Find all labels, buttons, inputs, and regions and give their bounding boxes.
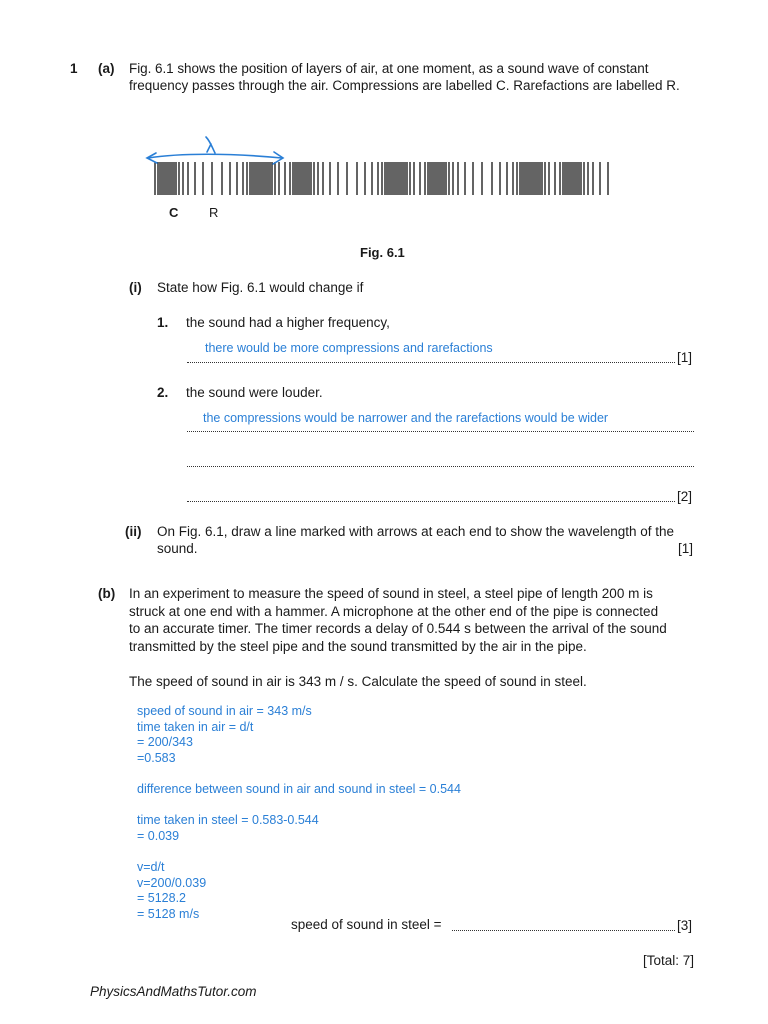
wavelength-annotation [147, 137, 283, 164]
working-line: =0.583 [137, 750, 176, 765]
total-marks: [Total: 7] [643, 953, 695, 968]
footer-site-name: PhysicsAndMathsTutor.com [90, 984, 257, 999]
sub-ii-marks: [1] [678, 541, 694, 556]
working-line: v=200/0.039 [137, 875, 207, 890]
sub-i-label: (i) [129, 280, 142, 295]
working-line: time taken in steel = 0.583-0.544 [137, 813, 319, 828]
working-line: = 200/343 [137, 735, 193, 750]
question-number: 1 [70, 61, 78, 76]
part-a-label: (a) [98, 61, 115, 76]
sub-ii-line-2: sound. [157, 541, 198, 556]
part-b-prompt: The speed of sound in air is 343 m / s. Calculate the speed of sound in steel. [129, 674, 587, 689]
part-b-line-3: to an accurate timer. The timer records a delay of 0.544 s between the arrival of the sound [129, 621, 667, 636]
sub-i-text: State how Fig. 6.1 would change if [157, 280, 364, 295]
air-layer-lines [155, 162, 608, 195]
item-1-marks: [1] [677, 350, 693, 365]
part-b-line-2: struck at one end with a hammer. A microphone at the other end of the pipe is connected [129, 604, 659, 619]
part-b-line-1: In an experiment to measure the speed of sound in steel, a steel pipe of length 200 m is [129, 586, 653, 601]
working-line: = 5128 m/s [137, 906, 200, 921]
item-1-number: 1. [157, 315, 169, 330]
item-2-answer-line-1 [187, 430, 694, 432]
item-1-answer: there would be more compressions and rarefactions [205, 341, 493, 355]
sub-ii-line-1: On Fig. 6.1, draw a line marked with arrows at each end to show the wavelength of the [157, 524, 675, 539]
answer-line [452, 929, 675, 931]
sub-ii-label: (ii) [125, 524, 142, 539]
item-2-answer-line-2 [187, 465, 694, 467]
figure-caption: Fig. 6.1 [360, 245, 405, 260]
part-b-line-4: transmitted by the steel pipe and the sound transmitted by the air in the pipe. [129, 639, 587, 654]
wave-figure [140, 125, 620, 200]
item-2-text: the sound were louder. [186, 385, 323, 400]
answer-label: speed of sound in steel = [291, 917, 442, 932]
item-1-text: the sound had a higher frequency, [186, 315, 390, 330]
working-line: speed of sound in air = 343 m/s [137, 704, 312, 718]
item-2-number: 2. [157, 385, 169, 400]
answer-marks: [3] [677, 918, 693, 933]
wavelength-line [148, 154, 282, 158]
working-line: = 5128.2 [137, 891, 187, 906]
intro-line-2: frequency passes through the air. Compressions are labelled C. Rarefactions are labelled R. [129, 78, 680, 93]
working-line: v=d/t [137, 860, 165, 874]
working-line: difference between sound in air and sound in steel = 0.544 [137, 782, 461, 796]
item-2-answer: the compressions would be narrower and the rarefactions would be wider [203, 411, 609, 425]
label-compression: C [169, 205, 179, 220]
intro-line-1: Fig. 6.1 shows the position of layers of air, at one moment, as a sound wave of constant [129, 61, 649, 76]
lambda-symbol [206, 137, 215, 153]
item-1-answer-line [187, 361, 675, 363]
part-b-label: (b) [98, 586, 116, 601]
working-line: time taken in air = d/t [137, 719, 254, 734]
item-2-marks: [2] [677, 489, 693, 504]
item-2-answer-line-3 [187, 500, 675, 502]
working-line: = 0.039 [137, 828, 180, 843]
label-rarefaction: R [209, 205, 219, 220]
